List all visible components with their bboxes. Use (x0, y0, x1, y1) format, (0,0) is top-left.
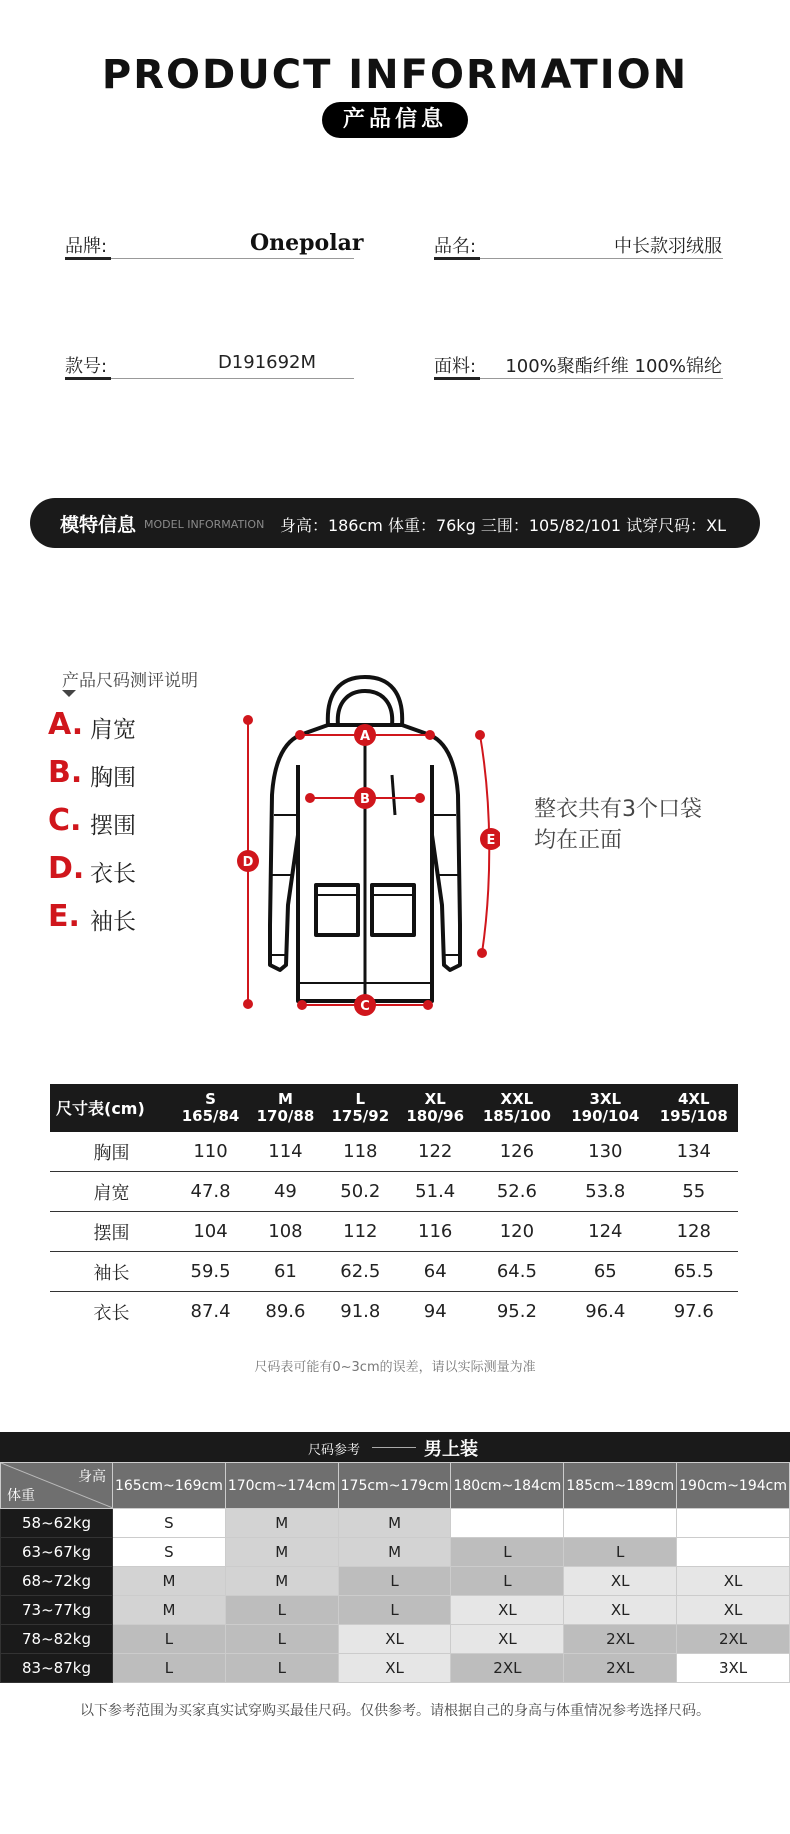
corner-weight-label: 体重 (7, 1488, 35, 1504)
model-info-bar (30, 498, 760, 548)
pocket-note-line-1: 整衣共有3个口袋 (534, 797, 702, 822)
style-label: 款号: (65, 356, 108, 377)
table-row (50, 1172, 738, 1212)
table-cell: 94 (423, 1301, 447, 1322)
table-cell: 49 (248, 1172, 323, 1212)
legend-letter: B. (48, 755, 83, 790)
size-reference-label: 尺码参考 (308, 1443, 361, 1458)
size-cell: 2XL (564, 1654, 677, 1683)
size-cell: XL (564, 1567, 677, 1596)
table-row (1, 1625, 790, 1654)
size-cell: L (113, 1625, 226, 1654)
divider (480, 258, 723, 259)
table-cell: 130 (561, 1132, 649, 1172)
table-cell: 95.2 (496, 1301, 537, 1322)
height-range: 175cm~179cm (338, 1463, 451, 1509)
row-label: 胸围 (50, 1132, 173, 1172)
size-table-header (50, 1084, 738, 1132)
size-cell: XL (564, 1596, 677, 1625)
size-header: L 175/92 (323, 1084, 398, 1132)
size-reference-note: 以下参考范围为买家真实试穿购买最佳尺码。仅供参考。请根据自己的身高与体重情况参考选择尺码。 (80, 1703, 710, 1719)
weight-range: 63~67kg (1, 1538, 113, 1567)
row-label: 衣长 (93, 1302, 130, 1324)
marker-c-label: C (360, 999, 370, 1014)
table-cell: 91.8 (340, 1301, 381, 1322)
row-label: 肩宽 (50, 1172, 173, 1212)
size-cell (451, 1509, 564, 1538)
table-cell: 47.8 (173, 1172, 248, 1212)
size-header: XXL 185/100 (473, 1084, 561, 1132)
row-label: 袖长 (50, 1252, 173, 1292)
size-header: XL 180/96 (398, 1084, 473, 1132)
size-cell: 2XL (677, 1625, 790, 1654)
divider (480, 378, 723, 379)
size-reference-header-row (1, 1463, 790, 1509)
model-info-title: 模特信息 (60, 514, 137, 536)
brand-logo: Onepolar (250, 230, 364, 256)
marker-a-label: A (359, 729, 371, 744)
table-cell: 110 (173, 1132, 248, 1172)
size-cell: L (113, 1654, 226, 1683)
size-cell: XL (677, 1596, 790, 1625)
divider (111, 378, 354, 379)
table-cell: 53.8 (561, 1172, 649, 1212)
divider (111, 258, 354, 259)
coat-diagram (230, 665, 500, 1025)
pocket-note-line-2: 均在正面 (534, 828, 623, 853)
size-header: 3XL 190/104 (561, 1084, 649, 1132)
size-cell: M (225, 1509, 338, 1538)
table-cell: 126 (473, 1132, 561, 1172)
table-cell: 52.6 (473, 1172, 561, 1212)
size-table-corner: 尺寸表(cm) (50, 1084, 173, 1132)
size-header: 4XL 195/108 (650, 1084, 738, 1132)
table-cell: 120 (473, 1212, 561, 1252)
height-range: 170cm~174cm (225, 1463, 338, 1509)
table-cell: 104 (173, 1212, 248, 1252)
legend-label: 衣长 (90, 861, 136, 887)
size-reference-header (0, 1432, 790, 1462)
style-number: D191692M (217, 352, 317, 373)
table-cell: 51.4 (398, 1172, 473, 1212)
marker-e-label: E (486, 833, 496, 848)
table-cell: 114 (248, 1132, 323, 1172)
legend-label: 袖长 (90, 909, 136, 935)
marker-d-label: D (242, 855, 254, 870)
divider (372, 1447, 416, 1448)
model-info-details: 身高：186cm 体重：76kg 三围：105/82/101 试穿尺码：XL (279, 516, 726, 535)
size-reference-table (0, 1462, 790, 1683)
size-cell (564, 1509, 677, 1538)
table-row (50, 1132, 738, 1172)
size-cell: L (225, 1654, 338, 1683)
size-cell: XL (677, 1567, 790, 1596)
model-info-title-en: MODEL INFORMATION (144, 518, 265, 531)
corner-height-label: 身高 (78, 1469, 106, 1485)
size-cell: M (225, 1538, 338, 1567)
table-cell: 64.5 (473, 1252, 561, 1292)
size-cell: M (113, 1596, 226, 1625)
divider (65, 377, 111, 380)
legend-label: 摆围 (90, 813, 136, 839)
divider (65, 257, 111, 260)
table-cell: 112 (323, 1212, 398, 1252)
size-cell: 3XL (677, 1654, 790, 1683)
page-subtitle-badge: 产品信息 (322, 102, 468, 138)
page-title: PRODUCT INFORMATION (101, 52, 689, 98)
table-cell: 96.4 (585, 1301, 626, 1322)
table-row (50, 1292, 738, 1332)
size-cell: L (451, 1538, 564, 1567)
legend-label: 肩宽 (90, 717, 136, 743)
table-cell: 118 (323, 1132, 398, 1172)
table-cell: 64 (398, 1252, 473, 1292)
size-reference-corner (1, 1463, 113, 1509)
size-cell: XL (451, 1625, 564, 1654)
legend-letter: D. (48, 851, 85, 886)
legend-label: 胸围 (90, 765, 136, 791)
size-cell: M (113, 1567, 226, 1596)
product-name: 中长款羽绒服 (614, 236, 722, 257)
size-cell: XL (451, 1596, 564, 1625)
table-cell: 134 (650, 1132, 738, 1172)
table-cell: 65 (561, 1252, 649, 1292)
size-cell: L (338, 1567, 451, 1596)
legend-letter: A. (48, 707, 84, 742)
divider (434, 377, 480, 380)
size-header: M 170/88 (248, 1084, 323, 1132)
table-row (1, 1654, 790, 1683)
name-label: 品名: (434, 236, 477, 257)
caret-down-icon (62, 690, 76, 697)
weight-range: 58~62kg (1, 1509, 113, 1538)
size-cell: L (225, 1596, 338, 1625)
row-label: 摆围 (50, 1212, 173, 1252)
table-cell: 89.6 (265, 1301, 306, 1322)
table-row (1, 1538, 790, 1567)
table-row (50, 1212, 738, 1252)
size-cell: L (564, 1538, 677, 1567)
table-row (1, 1596, 790, 1625)
size-table-note: 尺码表可能有0~3cm的误差，请以实际测量为准 (254, 1360, 536, 1375)
size-cell: M (225, 1567, 338, 1596)
table-cell: 108 (248, 1212, 323, 1252)
divider (434, 257, 480, 260)
size-cell: 2XL (451, 1654, 564, 1683)
size-header: S 165/84 (173, 1084, 248, 1132)
fabric-value: 100%聚酯纤维 100%锦纶 (505, 356, 722, 377)
brand-label: 品牌: (65, 236, 108, 257)
size-table (50, 1084, 738, 1331)
weight-range: 78~82kg (1, 1625, 113, 1654)
size-cell: 2XL (564, 1625, 677, 1654)
legend-letter: C. (48, 803, 82, 838)
weight-range: 73~77kg (1, 1596, 113, 1625)
table-cell: 97.6 (673, 1301, 714, 1322)
size-reference-category: 男上装 (424, 1439, 478, 1460)
table-cell: 59.5 (173, 1252, 248, 1292)
size-cell (677, 1538, 790, 1567)
table-cell: 61 (248, 1252, 323, 1292)
table-cell: 87.4 (190, 1301, 231, 1322)
size-cell: XL (338, 1625, 451, 1654)
table-cell: 65.5 (650, 1252, 738, 1292)
size-cell: L (338, 1596, 451, 1625)
legend-letter: E. (48, 899, 80, 934)
table-cell: 122 (398, 1132, 473, 1172)
table-cell: 62.5 (323, 1252, 398, 1292)
table-cell: 55 (650, 1172, 738, 1212)
table-row (1, 1567, 790, 1596)
size-cell: M (338, 1538, 451, 1567)
height-range: 180cm~184cm (451, 1463, 564, 1509)
size-cell: S (113, 1538, 226, 1567)
table-row (1, 1509, 790, 1538)
table-row (50, 1252, 738, 1292)
size-cell: L (225, 1625, 338, 1654)
size-cell: L (451, 1567, 564, 1596)
weight-range: 68~72kg (1, 1567, 113, 1596)
size-cell (677, 1509, 790, 1538)
weight-range: 83~87kg (1, 1654, 113, 1683)
table-cell: 128 (650, 1212, 738, 1252)
table-cell: 124 (561, 1212, 649, 1252)
size-cell: M (338, 1509, 451, 1538)
size-cell: S (113, 1509, 226, 1538)
marker-b-label: B (360, 792, 370, 807)
pocket-note (534, 794, 702, 856)
height-range: 190cm~194cm (677, 1463, 790, 1509)
height-range: 165cm~169cm (113, 1463, 226, 1509)
height-range: 185cm~189cm (564, 1463, 677, 1509)
table-cell: 50.2 (323, 1172, 398, 1212)
size-cell: XL (338, 1654, 451, 1683)
measure-guide-title: 产品尺码测评说明 (62, 671, 198, 691)
fabric-label: 面料: (434, 356, 477, 377)
table-cell: 116 (398, 1212, 473, 1252)
